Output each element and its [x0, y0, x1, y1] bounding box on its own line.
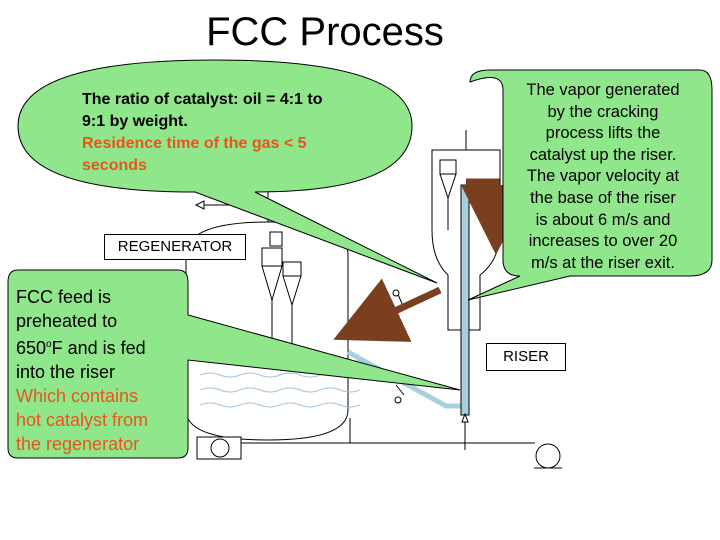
- degree-superscript: o: [46, 339, 52, 350]
- temperature-value: 650: [16, 338, 47, 358]
- feed-pump-left: [197, 437, 241, 459]
- callout-text: into the riser: [16, 362, 116, 382]
- catalyst-down-arrow: [365, 290, 440, 325]
- catalyst-ratio-callout: [82, 89, 382, 177]
- callout-text: [16, 333, 176, 360]
- callout-text: the regenerator: [16, 434, 140, 454]
- callout-text: The ratio of catalyst: oil = 4:1 to: [82, 91, 323, 108]
- regenerator-label: REGENERATOR: [104, 234, 246, 260]
- callout-text: process lifts the: [545, 124, 661, 143]
- feed-preheat-callout: [16, 285, 176, 456]
- callout-text: is about 6 m/s and: [535, 210, 671, 229]
- callout-text: by the cracking: [547, 102, 659, 121]
- riser-pipe: [461, 185, 469, 415]
- riser-label: RISER: [486, 343, 566, 371]
- callout-text: FCC feed is: [16, 287, 112, 307]
- callout-text: increases to over 20: [528, 232, 678, 251]
- callout-text-suffix: F and is fed: [51, 338, 146, 358]
- callout-text: The vapor velocity at: [526, 167, 680, 186]
- callout-text: Which contains: [16, 386, 139, 406]
- vapor-velocity-callout: [508, 80, 698, 274]
- callout-text: the base of the riser: [530, 188, 676, 207]
- callout-text: Residence time of the gas < 5: [82, 135, 307, 152]
- callout-text: m/s at the riser exit.: [531, 253, 675, 272]
- callout-text: The vapor generated: [526, 81, 680, 99]
- callout-text: hot catalyst from: [16, 410, 149, 430]
- callout-text: catalyst up the riser.: [529, 145, 677, 164]
- callout-text: 9:1 by weight.: [82, 113, 188, 130]
- callout-text: preheated to: [16, 311, 118, 331]
- feed-pump-right: [534, 444, 562, 468]
- page-title: FCC Process: [206, 10, 444, 54]
- callout-text: seconds: [82, 157, 147, 174]
